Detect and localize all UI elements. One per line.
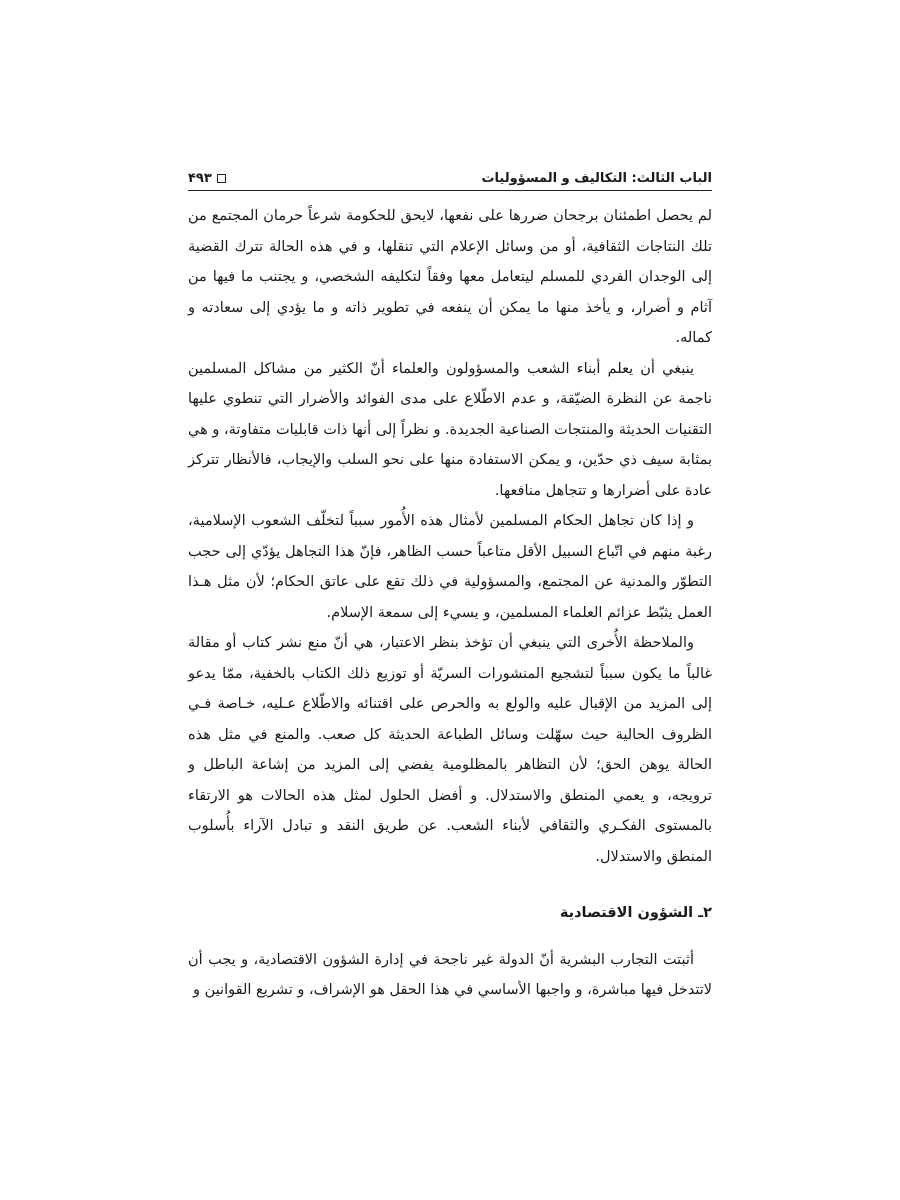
paragraph-2: ينبغي أن يعلم أبناء الشعب والمسؤولون والعلماء أنّ الكثير من مشاكل المسلمين ناجمة عن النظرة الضيّقة، و عدم الاطّلاع على مدى الفوائد والأضرار التي تنطوي عليها التقنيات الحديثة والمنتجات الصناعية الجديدة. و نظراً إلى أنها ذات قابليات متفاوتة، و هي بمثابة سيف ذي حدّين، و يمكن الاستفادة منها على نحو السلب والإيجاب، فالأنظار تتركز عادة على أضرارها و تتجاهل منافعها. bbox=[188, 360, 712, 499]
section-heading: ٢ـ الشؤون الاقتصادية bbox=[559, 905, 712, 921]
running-title: الباب الثالث: التكاليف و المسؤوليات bbox=[481, 171, 712, 186]
body-text bbox=[188, 201, 712, 1006]
paragraph-1: لم يحصل اطمئنان برجحان ضررها على نفعها، لايحق للحكومة شرعاً حرمان المجتمع من تلك النتاجات الثقافية، أو من وسائل الإعلام التي تنقلها، و في هذه الحالة تترك القضية إلى الوجدان الفردي للمسلم ليتعامل معها وفقاً لتكليفه الشخصي، و يجتنب ما فيها من آثام و أضرار، و يأخذ منها ما يمكن أن ينفعه في تطوير ذاته و ما يؤدي إلى سعادته و كماله. bbox=[188, 208, 712, 346]
page-number-block bbox=[188, 171, 226, 186]
page-number: ۴۹۳ bbox=[188, 171, 212, 186]
running-header bbox=[188, 160, 712, 191]
square-icon bbox=[217, 174, 226, 183]
paragraph-3: و إذا كان تجاهل الحكام المسلمين لأمثال هذه الأُمور سبباً لتخلّف الشعوب الإسلامية، رغبة منهم في اتّباع السبيل الأقل متاعباً حسب الظاهر، فإنّ هذا التجاهل يؤدّي إلى حجب التطوّر والمدنية عن المجتمع، والمسؤولية في ذلك تقع على عاتق الحكام؛ لأن مثل هـذا العمل يثبّط عزائم العلماء المسلمين، و يسيء إلى سمعة الإسلام. bbox=[188, 513, 712, 621]
section-paragraph: أثبتت التجارب البشرية أنّ الدولة غير ناجحة في إدارة الشؤون الاقتصادية، و يجب أن لاتتدخل فيها مباشرة، و واجبها الأساسي في هذا الحقل هو الإشراف، و تشريع القوانين و bbox=[188, 951, 712, 998]
paragraph-4: والملاحظة الأُخرى التي ينبغي أن تؤخذ بنظر الاعتبار، هي أنّ منع نشر كتاب أو مقالة غالباً ما يكون سبباً لتشجيع المنشورات السريّة أو توزيع ذلك الكتاب بالخفية، ممّا يدعو إلى المزيد من الإقبال عليه والولع به والحرص على اقتنائه والاطّلاع عـليه، خـاصة فـي الظروف الحالية حيث سهّلت وسائل الطباعة الحديثة كل صعب. والمنع في مثل هذه الحالة يوهن الحق؛ لأن التظاهر بالمظلومية يفضي إلى المزيد من إشاعة الباطل و ترويجه، و يعمي المنطق والاستدلال. و أفضل الحلول لمثل هذه الحالات هو الارتقاء بالمستوى الفكـري والثقافي لأبناء الشعب. عن طريق النقد و تبادل الآراء بأُسلوب المنطق والاستدلال. bbox=[188, 635, 712, 865]
book-page bbox=[188, 160, 712, 1006]
